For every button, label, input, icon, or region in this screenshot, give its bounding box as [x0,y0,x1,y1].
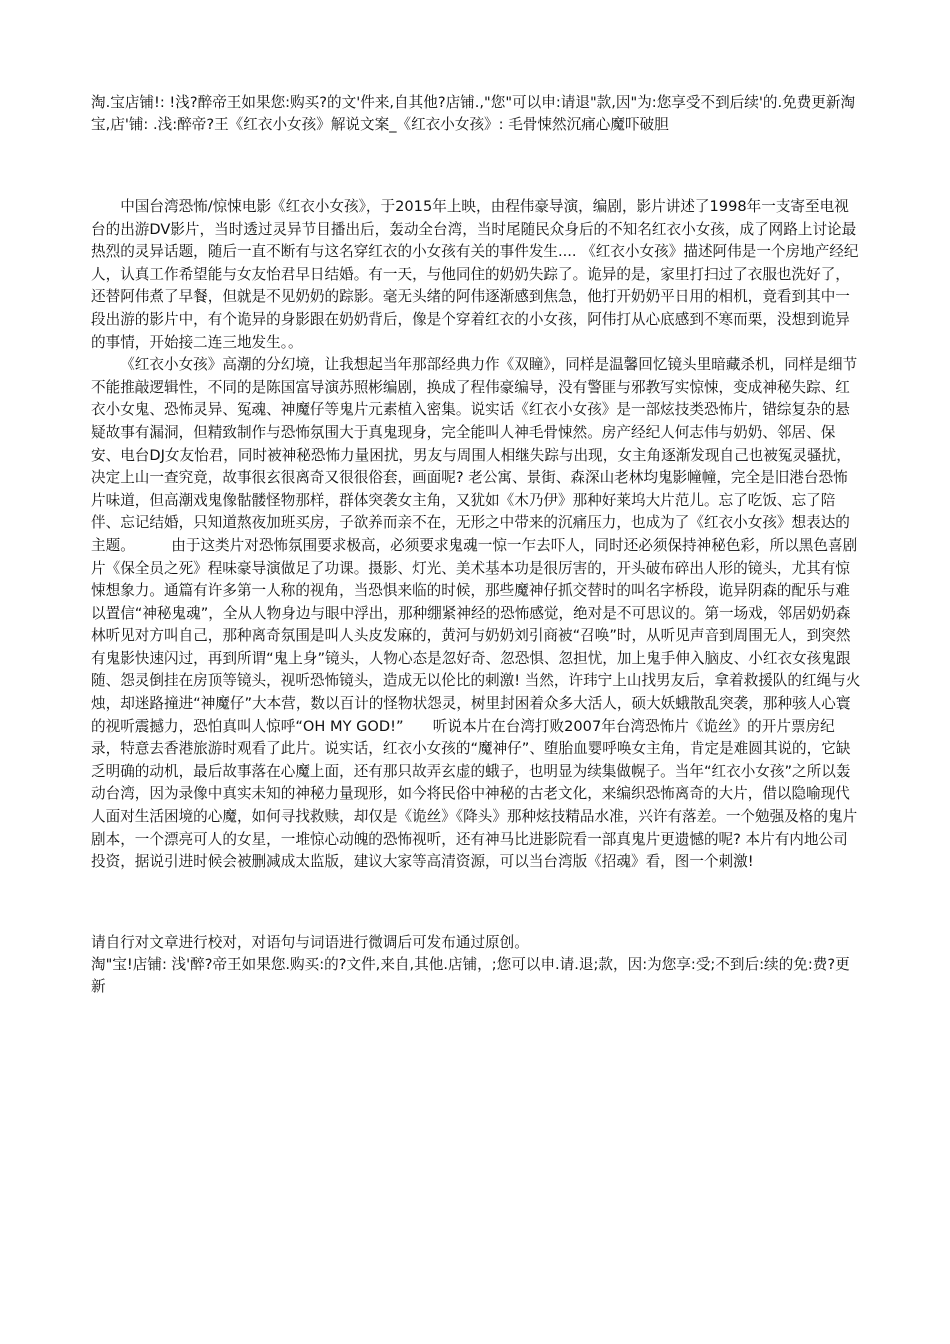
document-header: 淘.宝店铺!: !浅?醉帝王如果您:购买?的文'件来,自其他?店铺.,"您"可以申:请退"款,因"为:您享受不到后续'的.免费更新淘宝,店'铺: .浅:醉帝?王《红衣小女孩》解说文案_《红衣小女孩》: 毛骨悚然沉痛心魔吓破胆 [91,94,856,133]
document-page [91,92,861,998]
footer-note: 请自行对文章进行校对，对语句与词语进行微调后可发布通过原创。 [91,933,529,951]
article-paragraph-2: 《红衣小女孩》高潮的分幻境，让我想起当年那部经典力作《双瞳》，同样是温馨回忆镜头里暗藏杀机，同样是细节不能推敲逻辑性，不同的是陈国富导演苏照彬编剧，换成了程伟豪编导，没有警匪与邪教写实惊悚，变成神秘失踪、红衣小女鬼、恐怖灵异、冤魂、神魔仔等鬼片元素植入密集。说实话《红衣小女孩》是一部炫技类恐怖片，错综复杂的悬疑故事有漏洞，但精致制作与恐怖氛围大于真鬼现身，完全能叫人神毛骨悚然。房产经纪人何志伟与奶奶、邻居、保安、电台DJ女友怡君，同时被神秘恐怖力量困扰，男友与周围人相继失踪与出现，女主角逐渐发现自己也被冤灵骚扰，决定上山一查究竟，故事很玄很离奇又很很俗套，画面呢? 老公寓、景街、森深山老林均鬼影幢幢，完全是旧港台恐怖片味道，但高潮戏鬼像骷髅怪物那样，群体突袭女主角，又犹如《木乃伊》那种好莱坞大片范儿。忘了吃饭、忘了陪伴、忘记结婚，只知道熬夜加班买房，子欲养而亲不在，无形之中带来的沉痛压力，也成为了《红衣小女孩》想表达的主题。 由于这类片对恐怖氛围要求极高，必须要求鬼魂一惊一乍去吓人，同时还必须保持神秘色彩，所以黑色喜剧片《保全员之死》程味豪导演做足了功课。摄影、灯光、美术基本功是很厉害的，开头破布碎出人形的镜头，尤其有惊悚想象力。通篇有许多第一人称的视角，当恐惧来临的时候，那些魔神仔抓交替时的叫名字桥段，诡异阴森的配乐与难以置信“神秘鬼魂”，全从人物身边与眼中浮出，那种绷紧神经的恐怖感觉，绝对是不可思议的。第一场戏，邻居奶奶森林听见对方叫自己，那种离奇氛围是叫人头皮发麻的，黄河与奶奶刘引商被“召唤”时，从听见声音到周围无人，到突然有鬼影快速闪过，再到所谓“鬼上身”镜头，人物心态是忽好奇、忽恐惧、忽担忧，加上鬼手伸入脑皮、小红衣女孩鬼跟随、怨灵倒挂在房顶等镜头，视听恐怖镜头，造成无以伦比的刺激! 当然，许玮宁上山找男友后，拿着救援队的红绳与火烛，却迷路撞进“神魔仔”大本营，数以百计的怪物状怨灵，树里封困着众多大活人，硕大妖蛾散乱突袭，那种骇人心寰的视听震撼力，恐怕真叫人惊呼“OH MY GOD!” 听说本片在台湾打败2007年台湾恐怖片《诡丝》的开片票房纪录，特意去香港旅游时观看了此片。说实话，红衣小女孩的“魔神仔”、堕胎血婴呼唤女主角，肯定是难圆其说的，它缺乏明确的动机，最后故事落在心魔上面，还有那只故弄玄虚的蛾子，也明显为续集做幌子。当年“红衣小女孩”之所以轰动台湾，因为录像中真实未知的神秘力量现形，如今将民俗中神秘的古老文化，来编织恐怖离奇的大片，借以隐喻现代人面对生活困境的心魔，如何寻找救赎，却仅是《诡丝》《降头》那种炫技精品水准，兴许有落差。一个勉强及格的鬼片剧本，一个漂亮可人的女星，一堆惊心动魄的恐怖视听，还有神马比进影院看一部真鬼片更遗憾的呢? 本片有内地公司投资，据说引进时候会被删减成太监版，建议大家等高清资源，可以当台湾版《招魂》看，图一个刺激! [91,356,861,871]
article-body [91,196,861,874]
footer-text: 淘"宝!店铺: 浅'醉?帝王如果您.购买:的?文件,来自,其他.店铺，;您可以申.请.退;款，因:为您享:受;不到后:续的免:费?更新 [91,955,850,995]
article-paragraph-1: 中国台湾恐怖/惊悚电影《红衣小女孩》，于2015年上映，由程伟豪导演，编剧，影片讲述了1998年一支寄至电视台的出游DV影片，当时透过灵异节目播出后，轰动全台湾，当时尾随民众身后的不知名红衣小女孩，成了网路上讨论最热烈的灵异话题，随后一直不断有与这名穿红衣的小女孩有关的事件发生.... 《红衣小女孩》描述阿伟是一个房地产经纪人，认真工作希望能与女友怡君早日结婚。有一天，与他同住的奶奶失踪了。诡异的是，家里打扫过了衣服也洗好了，还替阿伟煮了早餐，但就是不见奶奶的踪影。毫无头绪的阿伟逐渐感到焦急，他打开奶奶平日用的相机，竟看到其中一段出游的影片中，有个诡异的身影跟在奶奶背后，像是个穿着红衣的小女孩，阿伟打从心底感到不寒而栗，没想到诡异的事情，开始接二连三地发生。。 [91,198,859,351]
document-footer [91,932,861,998]
